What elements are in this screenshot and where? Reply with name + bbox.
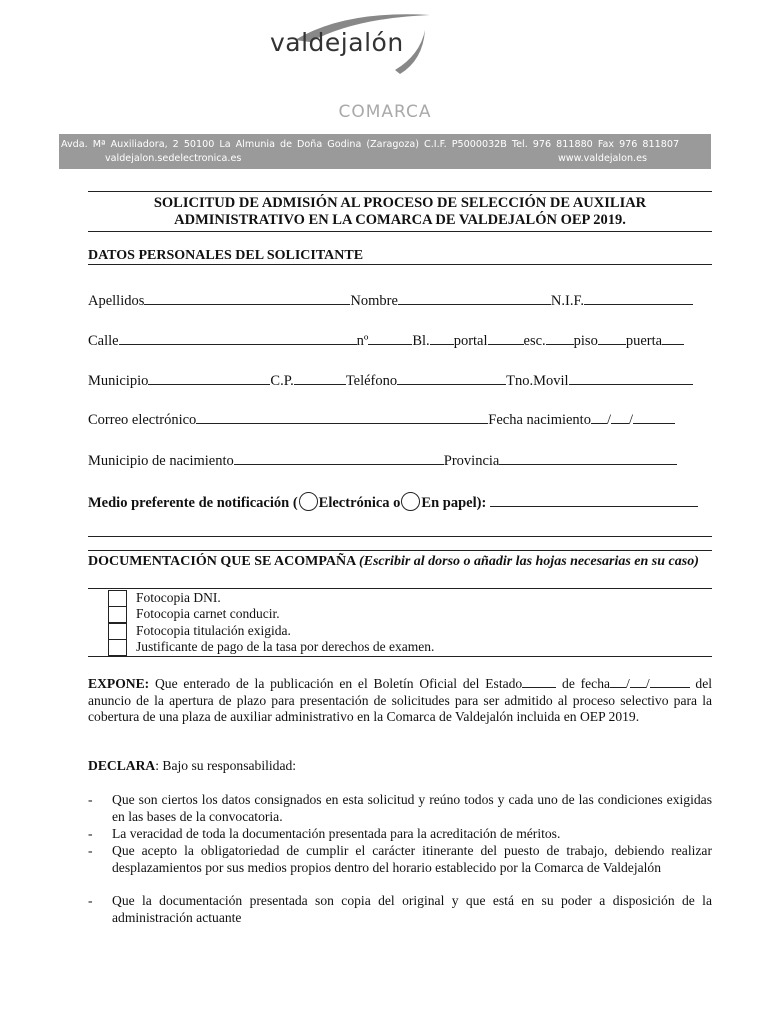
label-escalera: esc.: [523, 333, 546, 349]
address-line: Avda. Mª Auxiliadora, 2 50100 La Almunia de Doña Godina (Zaragoza) C.I.F. P5000032B Tel. 976 811880 Fax 976 811807: [61, 139, 680, 150]
declara-text: : Bajo su responsabilidad:: [155, 758, 297, 773]
doc-heading-note: (Escribir al dorso o añadir las hojas necesarias en su caso): [358, 554, 699, 569]
boe-dia-field[interactable]: [610, 675, 626, 688]
bullet-dash: -: [88, 826, 93, 841]
row-notification: [88, 492, 698, 512]
row-address: [88, 331, 684, 350]
divider: [88, 191, 712, 192]
boe-field[interactable]: [522, 675, 556, 688]
expone-text-2: de fecha: [562, 676, 611, 691]
mes-field[interactable]: [611, 410, 629, 424]
doc-checkbox[interactable]: [108, 590, 127, 607]
escalera-field[interactable]: [546, 331, 574, 345]
label-numero: nº: [356, 333, 369, 349]
doc-checkbox[interactable]: [108, 639, 127, 656]
label-fecha-nacimiento: Fecha nacimiento: [488, 412, 591, 428]
municipio-field[interactable]: [148, 371, 270, 385]
personal-heading-text: DATOS PERSONALES DEL SOLICITANTE: [88, 248, 364, 263]
cp-field[interactable]: [294, 371, 346, 385]
movil-field[interactable]: [569, 371, 693, 385]
declara-item-text: Que acepto la obligatoriedad de cumplir el carácter itinerante del puesto de trabajo, debiendo realizar desplazamientos por sus medios propios dentro del horario establecido por la Comarca de Valdejalón: [112, 843, 712, 875]
brand-logo: valdejalón: [270, 28, 404, 57]
doc-item-label: Justificante de pago de la tasa por derechos de examen.: [136, 639, 435, 654]
label-bloque: Bl.: [412, 333, 430, 349]
declara-label: DECLARA: [88, 758, 156, 773]
divider: [88, 588, 712, 589]
divider: [88, 656, 712, 657]
date-sep: /: [629, 412, 634, 428]
piso-field[interactable]: [598, 331, 626, 345]
electronica-radio[interactable]: [299, 492, 318, 511]
expone-text-3: del anuncio de la apertura de plazo para presentación de solicitudes para ser admitido al proceso selectivo para la cobertura de una plaza de auxiliar administrativo en la Comarca de Valdejalón incluida en OEP 2019.: [88, 676, 712, 724]
label-electronica: Electrónica o: [318, 495, 401, 511]
municipio-nacimiento-field[interactable]: [234, 451, 444, 465]
declara-item-text: La veracidad de toda la documentación presentada para la acreditación de méritos.: [112, 826, 561, 841]
provincia-field[interactable]: [499, 451, 677, 465]
portal-field[interactable]: [488, 331, 524, 345]
label-papel: En papel):: [421, 495, 487, 511]
divider: [88, 536, 712, 537]
doc-heading-text: DOCUMENTACIÓN QUE SE ACOMPAÑA: [88, 554, 356, 569]
expone-paragraph: EXPONE: Que enterado de la publicación en el Boletín Oficial del Estado de fecha / / del anuncio de la apertura de plazo para presentación de solicitudes para ser admitido al proceso selectivo para la cobertura de una plaza de auxiliar administrativo en la Comarca de Valdejalón incluida en OEP 2019.: [88, 676, 712, 724]
correo-field[interactable]: [196, 410, 488, 424]
telefono-field[interactable]: [397, 371, 506, 385]
notificacion-field[interactable]: [490, 493, 698, 507]
label-movil: Tno.Movil: [506, 373, 569, 389]
dia-field[interactable]: [591, 410, 607, 424]
puerta-field[interactable]: [662, 331, 684, 345]
divider: [88, 550, 712, 551]
row-email: [88, 410, 675, 429]
label-provincia: Provincia: [443, 453, 500, 469]
label-apellidos: Apellidos: [88, 293, 145, 309]
label-cp: C.P.: [270, 373, 294, 389]
expone-text-1: Que enterado de la publicación en el Boletín Oficial del Estado: [154, 676, 523, 691]
web-link[interactable]: www.valdejalon.es: [557, 153, 647, 164]
label-municipio: Municipio: [88, 373, 149, 389]
bullet-dash: -: [88, 893, 93, 908]
anio-field[interactable]: [633, 410, 675, 424]
divider: [88, 231, 712, 232]
doc-item-label: Fotocopia carnet conducir.: [136, 606, 280, 621]
nif-field[interactable]: [584, 291, 693, 305]
declara-paragraph: [88, 758, 712, 775]
label-medio: Medio preferente de notificación (: [88, 495, 298, 511]
date-sep: /: [606, 412, 611, 428]
declara-item-text: Que la documentación presentada son copia del original y que está en su poder a disposición de la administración actuante: [112, 893, 712, 925]
form-title: SOLICITUD DE ADMISIÓN AL PROCESO DE SELECCIÓN DE AUXILIAR ADMINISTRATIVO EN LA COMARCA DE VALDEJALÓN OEP 2019.: [153, 195, 647, 228]
comarca-label: COMARCA: [338, 102, 432, 122]
label-piso: piso: [573, 333, 598, 349]
doc-item-label: Fotocopia titulación exigida.: [136, 623, 291, 638]
numero-field[interactable]: [368, 331, 412, 345]
expone-label: EXPONE:: [88, 676, 150, 691]
documentation-heading: [88, 553, 712, 570]
bullet-dash: -: [88, 792, 93, 807]
declara-item-text: Que son ciertos los datos consignados en esta solicitud y reúno todos y cada uno de las condiciones exigidas en las bases de la convocatoria.: [112, 792, 712, 824]
nombre-field[interactable]: [398, 291, 551, 305]
doc-checkbox[interactable]: [108, 606, 127, 623]
label-municipio-nacimiento: Municipio de nacimiento: [88, 453, 234, 469]
doc-item-label: Fotocopia DNI.: [136, 590, 221, 605]
label-nombre: Nombre: [350, 293, 398, 309]
papel-radio[interactable]: [401, 492, 420, 511]
bullet-dash: -: [88, 843, 93, 858]
row-birthplace: [88, 451, 677, 470]
sede-link[interactable]: valdejalon.sedelectronica.es: [105, 153, 242, 164]
calle-field[interactable]: [119, 331, 357, 345]
label-correo: Correo electrónico: [88, 412, 197, 428]
label-calle: Calle: [88, 333, 119, 349]
bloque-field[interactable]: [430, 331, 454, 345]
boe-anio-field[interactable]: [650, 675, 690, 688]
divider: [88, 264, 712, 265]
label-portal: portal: [453, 333, 488, 349]
label-puerta: puerta: [625, 333, 663, 349]
row-name: [88, 291, 693, 310]
label-telefono: Teléfono: [345, 373, 398, 389]
doc-checkbox[interactable]: [108, 623, 127, 640]
personal-data-heading: [88, 248, 363, 264]
label-nif: N.I.F.: [550, 293, 584, 309]
row-location: [88, 371, 693, 390]
boe-mes-field[interactable]: [630, 675, 646, 688]
apellidos-field[interactable]: [144, 291, 350, 305]
address-band: [59, 134, 711, 169]
